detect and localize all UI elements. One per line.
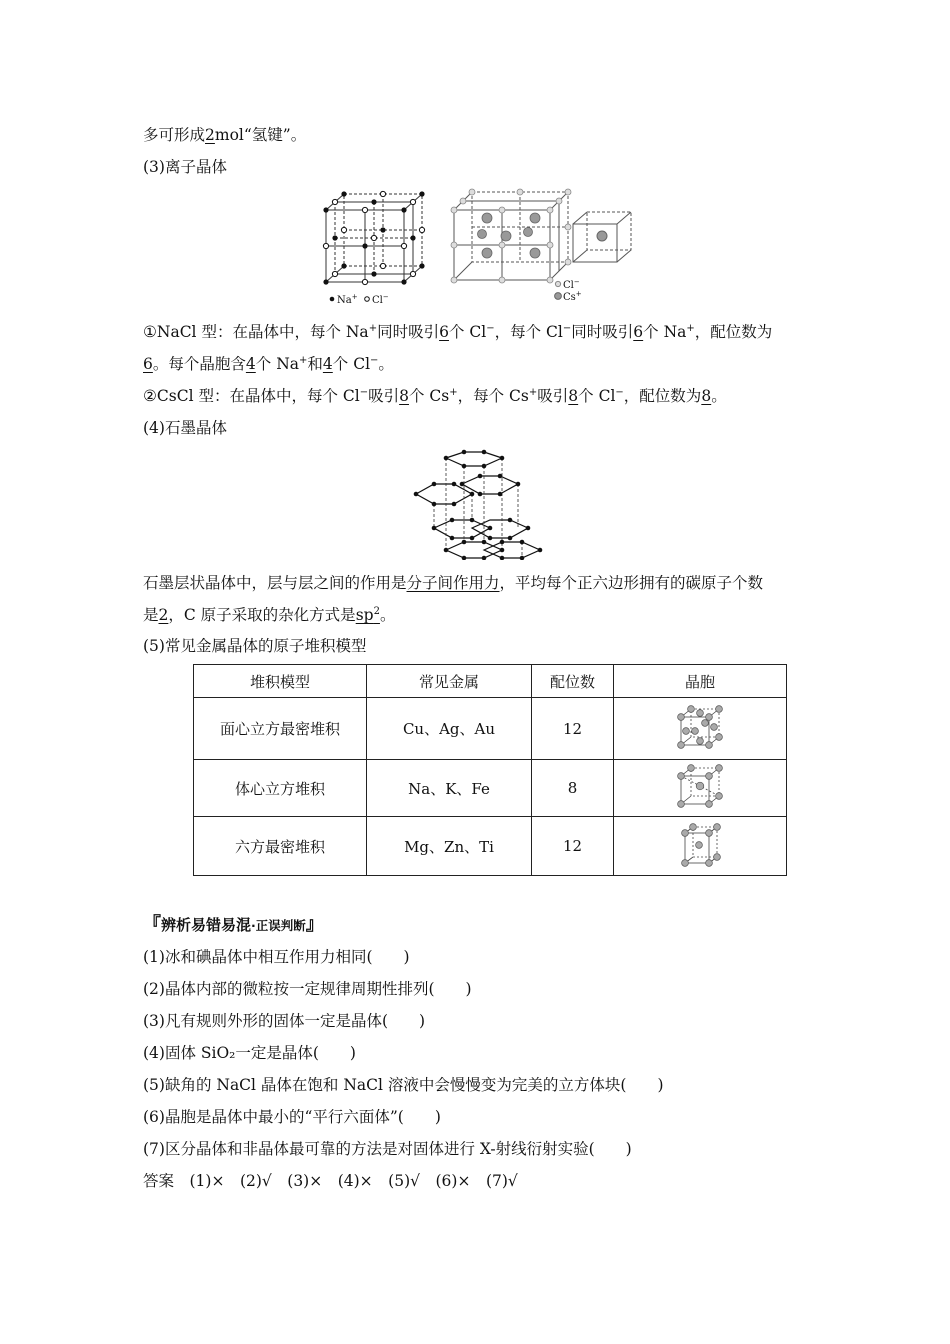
heading-ionic-crystal: (3)离子晶体 xyxy=(143,158,227,176)
paragraph-cscl: ②CsCl 型：在晶体中，每个 Cl−吸引8个 Cs+，每个 Cs+吸引8个 Cl−，配位数为8。 xyxy=(143,386,727,405)
legend-cl2: Cl− xyxy=(563,278,580,291)
cscl-unit-cell xyxy=(573,212,631,262)
paragraph-hydrogen-bond xyxy=(143,123,306,147)
text: mol“氢键”。 xyxy=(214,126,307,144)
cscl-legend xyxy=(555,278,582,303)
cell-metals: Na、K、Fe xyxy=(367,760,532,817)
answer-line: 答案 (1)× (2)√ (3)× (4)× (5)√ (6)× (7)√ xyxy=(143,1172,518,1190)
question-item: (3)凡有规则外形的固体一定是晶体( ) xyxy=(143,1012,426,1030)
ionic-crystal-figure xyxy=(318,186,638,308)
graphite-figure xyxy=(412,446,546,560)
paragraph-nacl-line2: 6。每个晶胞含4个 Na+和4个 Cl−。 xyxy=(143,354,394,373)
heading-metal-packing: (5)常见金属晶体的原子堆积模型 xyxy=(143,637,367,655)
text: 多可形成 xyxy=(143,126,206,144)
table-row xyxy=(194,817,787,876)
legend-na: Na+ xyxy=(337,293,358,306)
cscl-cs-ions xyxy=(478,213,541,258)
cell-model: 六方最密堆积 xyxy=(194,817,367,876)
cell-coordination: 8 xyxy=(532,760,614,817)
question-item: (1)冰和碘晶体中相互作用力相同( ) xyxy=(143,948,410,966)
cell-model: 体心立方堆积 xyxy=(194,760,367,817)
section-banner: 『辨析易错易混·正误判断』 xyxy=(143,914,324,935)
bcc-cell-icon xyxy=(677,764,723,808)
paragraph-nacl-line1: ①NaCl 型：在晶体中，每个 Na+同时吸引6个 Cl−，每个 Cl−同时吸引6个 Na+，配位数为 xyxy=(143,322,773,341)
table-header-row xyxy=(194,665,787,698)
cell-metals: Cu、Ag、Au xyxy=(367,698,532,760)
cell-model: 面心立方最密堆积 xyxy=(194,698,367,760)
cell-unit-cell xyxy=(614,698,787,760)
cell-unit-cell xyxy=(614,760,787,817)
cell-metals: Mg、Zn、Ti xyxy=(367,817,532,876)
table-header: 晶胞 xyxy=(614,665,787,698)
legend-cs: Cs+ xyxy=(563,290,582,303)
paragraph-graphite-line1: 石墨层状晶体中，层与层之间的作用是分子间作用力，平均每个正六边形拥有的碳原子个数 xyxy=(143,574,764,592)
table-row xyxy=(194,698,787,760)
banner-subtitle: 正误判断 xyxy=(255,918,306,933)
table-header: 堆积模型 xyxy=(194,665,367,698)
fcc-cell-icon xyxy=(677,705,723,749)
hcp-cell-icon xyxy=(677,821,723,867)
cell-unit-cell xyxy=(614,817,787,876)
table-header: 配位数 xyxy=(532,665,614,698)
question-item: (7)区分晶体和非晶体最可靠的方法是对固体进行 X-射线衍射实验( ) xyxy=(143,1140,632,1158)
banner-bracket-left: 『 xyxy=(143,914,161,935)
banner-bracket-right: 』 xyxy=(305,914,324,935)
question-item: (4)固体 SiO₂一定是晶体( ) xyxy=(143,1044,356,1062)
banner-title: 辨析易错易混 xyxy=(161,916,252,934)
question-item: (6)晶胞是晶体中最小的“平行六面体”( ) xyxy=(143,1108,441,1126)
cell-coordination: 12 xyxy=(532,698,614,760)
metal-packing-table xyxy=(193,664,787,876)
nacl-legend xyxy=(330,293,389,306)
question-item: (5)缺角的 NaCl 晶体在饱和 NaCl 溶液中会慢慢变为完美的立方体块( ) xyxy=(143,1076,664,1094)
legend-cl: Cl− xyxy=(372,293,389,306)
table-header: 常见金属 xyxy=(367,665,532,698)
question-item: (2)晶体内部的微粒按一定规律周期性排列( ) xyxy=(143,980,472,998)
heading-graphite: (4)石墨晶体 xyxy=(143,419,227,437)
table-row xyxy=(194,760,787,817)
answer-blank: 2 xyxy=(205,126,215,144)
paragraph-graphite-line2: 是2，C 原子采取的杂化方式是$sp^2$。 xyxy=(143,605,396,624)
cell-coordination: 12 xyxy=(532,817,614,876)
